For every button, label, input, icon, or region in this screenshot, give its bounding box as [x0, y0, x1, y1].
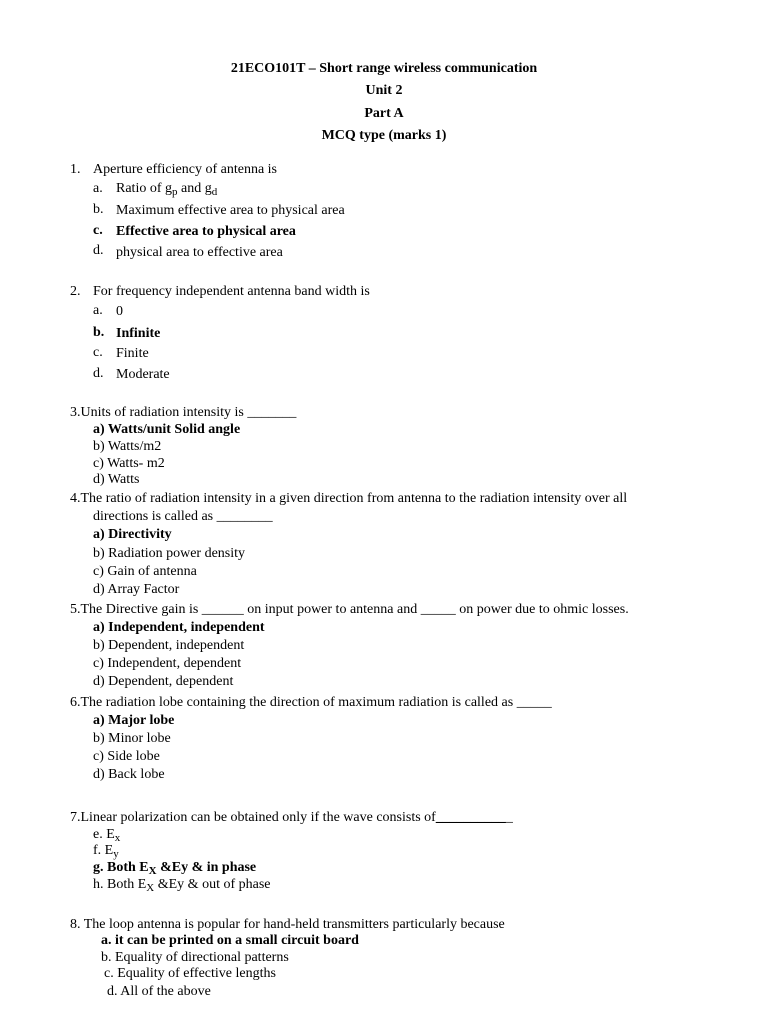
option-e: e. $E_x$ [93, 827, 121, 844]
option-f: f. $E_y$ [93, 843, 119, 860]
option-a: Ratio of $g_p$ and $g_d$ [116, 181, 218, 198]
option-c: c. Equality of effective lengths [104, 966, 276, 981]
option-a-correct: a) Independent, independent [93, 620, 265, 635]
question-number: 1. [70, 162, 81, 177]
option-d: physical area to effective area [116, 245, 283, 260]
option-letter: c. [93, 345, 103, 360]
option-b: b) Watts/m2 [93, 439, 162, 454]
option-b: b. Equality of directional patterns [101, 950, 289, 965]
option-a-correct: a) Major lobe [93, 713, 175, 728]
part-heading: Part A [364, 106, 404, 121]
option-a-correct: a) Watts/unit Solid angle [93, 422, 241, 437]
option-a-correct: a) Directivity [93, 527, 172, 542]
option-g-correct: g. Both $E_X$ &Ey & in phase [93, 860, 257, 877]
question-stem-continued: directions is called as ________ [93, 509, 273, 524]
option-d: d. All of the above [107, 984, 211, 999]
question-number: 2. [70, 284, 81, 299]
option-d: d) Dependent, dependent [93, 674, 234, 689]
option-letter: a. [93, 181, 103, 196]
option-letter: c. [93, 223, 103, 238]
question-stem: 5.The Directive gain is ______ on input power to antenna and _____ on power due to ohmic losses. [70, 602, 629, 617]
question-stem: For frequency independent antenna band width is [93, 284, 370, 299]
option-a: 0 [116, 304, 123, 319]
option-letter: a. [93, 303, 103, 318]
option-b: b) Radiation power density [93, 546, 246, 561]
answer-blank: __________ [435, 810, 506, 825]
option-b: Maximum effective area to physical area [116, 203, 345, 218]
option-c: c) Independent, dependent [93, 656, 242, 671]
unit-heading: Unit 2 [365, 83, 403, 98]
question-stem: 3.Units of radiation intensity is _______ [70, 405, 297, 420]
option-h: h. Both $E_X$ &Ey & out of phase [93, 877, 271, 894]
option-c: c) Watts- m2 [93, 456, 165, 471]
option-a-correct: a. it can be printed on a small circuit board [101, 933, 359, 948]
option-c: c) Gain of antenna [93, 564, 197, 579]
option-letter: b. [93, 202, 104, 217]
option-letter: d. [93, 366, 104, 381]
course-title: 21ECO101T – Short range wireless communication [230, 61, 538, 76]
option-d: d) Array Factor [93, 582, 180, 597]
option-letter: b. [93, 325, 105, 340]
option-d: d) Back lobe [93, 767, 165, 782]
option-b-correct: Infinite [116, 326, 161, 341]
option-c: c) Side lobe [93, 749, 160, 764]
option-d: Moderate [116, 367, 170, 382]
option-b: b) Minor lobe [93, 731, 171, 746]
question-stem: 7.Linear polarization can be obtained only if the wave consists of___________ [70, 810, 513, 825]
question-stem: 6.The radiation lobe containing the direction of maximum radiation is called as _____ [70, 695, 552, 710]
option-letter: d. [93, 243, 104, 258]
option-b: b) Dependent, independent [93, 638, 245, 653]
option-d: d) Watts [93, 472, 140, 487]
option-c: Finite [116, 346, 149, 361]
question-stem: Aperture efficiency of antenna is [93, 162, 277, 177]
option-c-correct: Effective area to physical area [116, 224, 296, 239]
mcq-type-heading: MCQ type (marks 1) [321, 128, 447, 143]
question-stem: 4.The ratio of radiation intensity in a given direction from antenna to the radiation intensity over all [70, 491, 628, 506]
question-stem: 8. The loop antenna is popular for hand-held transmitters particularly because [70, 917, 505, 932]
